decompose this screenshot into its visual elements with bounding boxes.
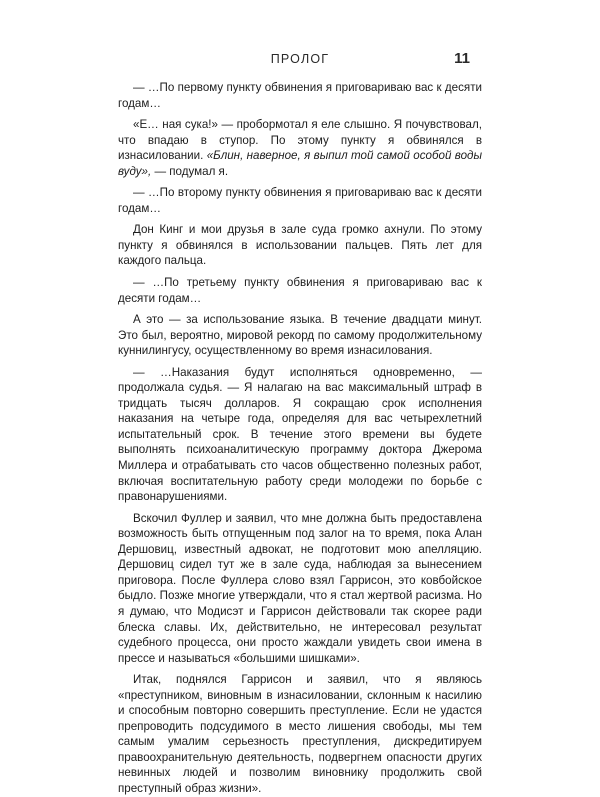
- page-header: [0, 50, 600, 72]
- paragraph-text: «Е… ная сука!» — пробормотал я еле слышно. Я почувствовал, что впадаю в ступор. По этому пункту я обвинялся в изнасиловании.: [118, 118, 482, 163]
- page-number: 11: [454, 50, 470, 67]
- paragraph-italic-thought: «Блин, наверное, я выпил той самой особой воды вуду»,: [118, 149, 482, 178]
- paragraph: — …По первому пункту обвинения я приговариваю вас к десяти годам…: [118, 81, 482, 110]
- paragraph: А это — за использование языка. В течение двадцати минут. Это был, вероятно, мировой рекорд по самому продолжительному куннилингусу, осуществленному во время изнасилования.: [118, 313, 482, 358]
- paragraph: Дон Кинг и мои друзья в зале суда громко ахнули. По этому пункту я обвинялся в использовании пальцев. Пять лет для каждого пальца.: [118, 223, 482, 268]
- paragraph: Итак, поднялся Гаррисон и заявил, что я являюсь «преступником, виновным в изнасиловании, склонным к насилию и способным повторно совершить преступление. Если не удастся препроводить подсудимого в место лишения свободы, мы тем самым умалим серьезность преступления, дискредитируем правоохранительную деятельность, подвергнем опасности других невинных людей и позволим виновнику продолжить свой преступный образ жизни».: [118, 673, 482, 795]
- body-text: [118, 80, 482, 797]
- paragraph: — …По второму пункту обвинения я приговариваю вас к десяти годам…: [118, 186, 482, 215]
- paragraph: — …Наказания будут исполняться одновременно, — продолжала судья. — Я налагаю на вас максимальный штраф в тридцать тысяч долларов. Я сокращаю срок исполнения наказания на четыре года, определяя для вас четырехлетний испытательный срок. В течение этого времени вы будете выполнять психоаналитическую программу доктора Джерома Миллера и отрабатывать сто часов общественно полезных работ, включая воспитательную работу среди молодежи по борьбе с правонарушениями.: [118, 365, 482, 504]
- running-title: ПРОЛОГ: [270, 52, 330, 66]
- paragraph: — …По третьему пункту обвинения я приговариваю вас к десяти годам…: [118, 276, 482, 305]
- paragraph: Вскочил Фуллер и заявил, что мне должна быть предоставлена возможность быть отпущенным под залог на то время, пока Алан Дершовиц, известный адвокат, не подготовит мою апелляцию. Дершовиц сидел тут же в зале суда, наблюдая за вынесением приговора. После Фуллера слово взял Гаррисон, это ковбойское быдло. Позже многие утверждали, что я стал жертвой расизма. Но я думаю, что Модисэт и Гаррисон действовали так скорее ради блеска славы. Их, действительно, не интересовал результат судебного процесса, они просто жаждали увидеть свои имена в прессе и называться «большими шишками».: [118, 511, 482, 665]
- paragraph: [118, 117, 482, 179]
- paragraph-tail: — подумал я.: [151, 164, 229, 178]
